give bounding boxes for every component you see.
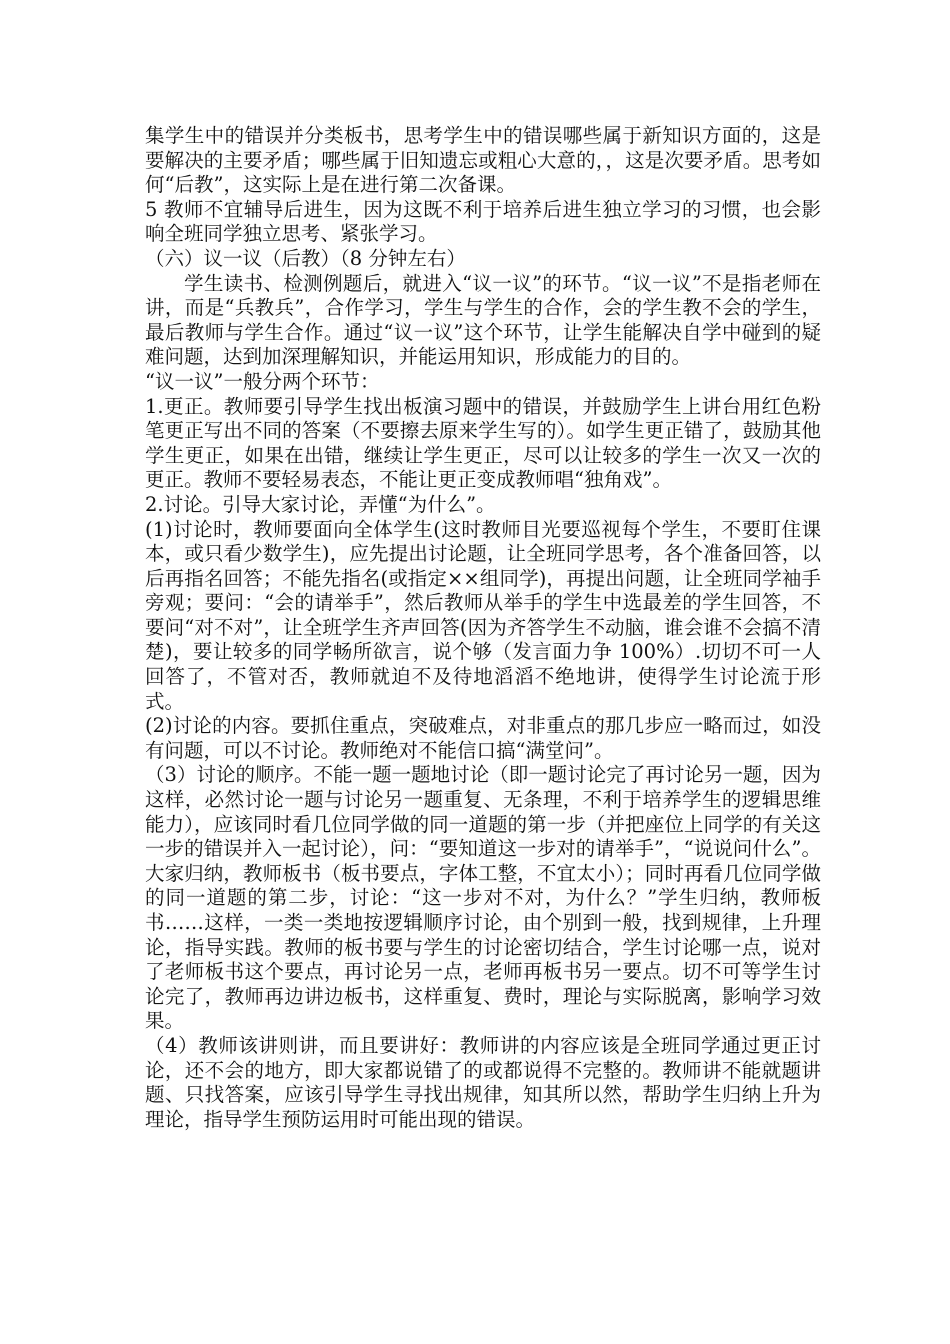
paragraph-error-analysis: 集学生中的错误并分类板书，思考学生中的错误哪些属于新知识方面的，这是要解决的主要矛盾；哪些属于旧知遗忘或粗心大意的，，这是次要矛盾。思考如何“后教”，这实际上是在进行第二次备课。	[145, 124, 821, 197]
paragraph-step-discuss: 2.讨论。引导大家讨论，弄懂“为什么”。	[145, 492, 496, 516]
paragraph-discuss-intro: 学生读书、检测例题后，就进入“议一议”的环节。“议一议”不是指老师在讲，而是“兵教兵”，合作学习，学生与学生的合作，会的学生教不会的学生，最后教师与学生合作。通过“议一议”这个环节，让学生能解决自学中碰到的疑难问题，达到加深理解知识，并能运用知识，形成能力的目的。	[145, 271, 821, 369]
paragraph-step-correct: 1.更正。教师要引导学生找出板演习题中的错误，并鼓励学生上讲台用红色粉笔更正写出不同的答案（不要擦去原来学生写的）。如学生更正错了，鼓励其他学生更正，如果在出错，继续让学生更正，尽可以让较多的学生一次又一次的更正。教师不要轻易表态，不能让更正变成教师唱“独角戏”。	[145, 394, 821, 492]
paragraph-point-5: 5 教师不宜辅导后进生，因为这既不利于培养后进生独立学习的习惯，也会影响全班同学独立思考、紧张学习。	[145, 197, 821, 246]
paragraph-discuss-4: （4）教师该讲则讲，而且要讲好：教师讲的内容应该是全班同学通过更正讨论，还不会的地方，即大家都说错了的或都说得不完整的。教师讲不能就题讲题、只找答案，应该引导学生寻找出规律，知其所以然，帮助学生归纳上升为理论，指导学生预防运用时可能出现的错误。	[145, 1033, 821, 1131]
paragraph-two-steps: “议一议”一般分两个环节：	[145, 369, 380, 393]
paragraph-discuss-2: (2)讨论的内容。要抓住重点，突破难点，对非重点的那几步应一略而过，如没有问题，可以不讨论。教师绝对不能信口搞“满堂问”。	[145, 714, 821, 762]
paragraph-discuss-1: (1)讨论时，教师要面向全体学生(这时教师目光要巡视每个学生，不要盯住课本，或只看少数学生)，应先提出讨论题，让全班同学思考，各个准备回答，以后再指名回答；不能先指名(或指定××组同学)，再提出问题，让全班同学袖手旁观；要问：“会的请举手”，然后教师从举手的学生中选最差的学生回答，不要问“对不对”，让全班学生齐声回答(因为齐答学生不动脑，谁会谁不会搞不清楚)，要让较多的同学畅所欲言，说个够（发言面力争 100%）.切切不可一人回答了，不管对否，教师就迫不及待地滔滔不绝地讲，使得学生讨论流于形式。	[145, 517, 821, 713]
section-heading-discuss: （六）议一议（后教）（8 分钟左右）	[145, 246, 466, 270]
document-page	[145, 124, 821, 1132]
paragraph-discuss-3: （3）讨论的顺序。不能一题一题地讨论（即一题讨论完了再讨论另一题，因为这样，必然讨论一题与讨论另一题重复、无条理，不利于培养学生的逻辑思维能力），应该同时看几位同学做的同一道题的第一步（并把座位上同学的有关这一步的错误并入一起讨论），问：“要知道这一步对的请举手”，“说说问什么”。大家归纳，教师板书（板书要点，字体工整，不宜太小）；同时再看几位同学做的同一道题的第二步，讨论：“这一步对不对，为什么？”学生归纳，教师板书……这样，一类一类地按逻辑顺序讨论，由个别到一般，找到规律，上升理论，指导实践。教师的板书要与学生的讨论密切结合，学生讨论哪一点，说对了老师板书这个要点，再讨论另一点，老师再板书另一要点。切不可等学生讨论完了，教师再边讲边板书，这样重复、费时，理论与实际脱离，影响学习效果。	[145, 763, 821, 1033]
